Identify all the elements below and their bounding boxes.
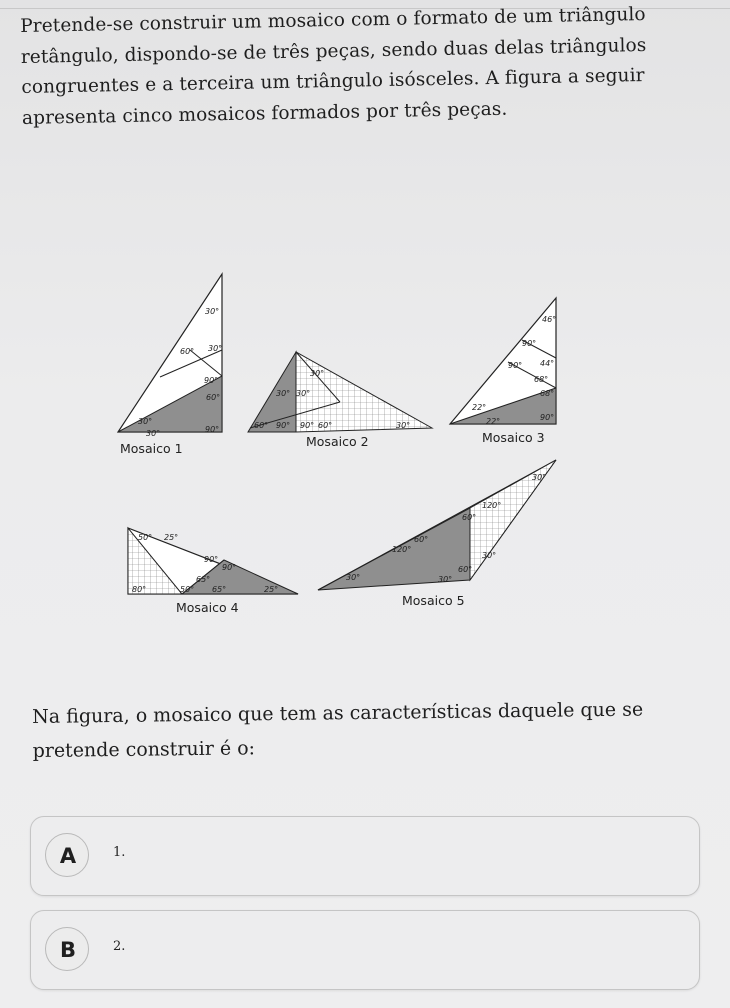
mosaic-4-angle: 50°: [138, 533, 153, 542]
mosaic-1-angle: 30°: [205, 307, 220, 316]
mosaic-3: [450, 298, 556, 445]
mosaic-2-angle: 90°: [276, 421, 291, 430]
mosaic-5-angle: 120°: [482, 501, 502, 510]
mosaic-3-angle: 22°: [472, 403, 487, 412]
mosaic-3-angle: 68°: [540, 389, 555, 398]
option-a-letter: A: [59, 844, 77, 868]
mosaic-1-angle: 90°: [205, 425, 220, 434]
question-text: Na figura, o mosaico que tem as características daquele que se pretende construir é o:: [32, 698, 644, 762]
mosaic-4-angle: 65°: [212, 585, 227, 594]
mosaic-2-angle: 60°: [318, 421, 333, 430]
option-b-text: 2.: [113, 939, 126, 954]
mosaic-3-angle: 22°: [486, 417, 501, 426]
problem-statement: Pretende-se construir um mosaico com o formato de um triângulo retângulo, dispondo-se de três peças, sendo duas delas triângulos congruentes e a terceira um triângulo isósceles. A figura a seguir apresenta cinco mosaicos formados por três peças.: [20, 3, 647, 129]
mosaic-3-angle: 68°: [534, 375, 549, 384]
mosaic-5-angle: 120°: [392, 545, 412, 554]
option-a-circle: [45, 833, 89, 877]
mosaic-1-label: Mosaico 1: [120, 441, 183, 456]
mosaic-5-angle: 60°: [414, 535, 429, 544]
option-b[interactable]: [30, 910, 700, 990]
mosaic-2-angle: 30°: [310, 369, 325, 378]
mosaic-2-angle: 30°: [396, 421, 411, 430]
mosaic-4-angle: 65°: [196, 575, 211, 584]
option-a[interactable]: [30, 816, 700, 896]
mosaic-1-angle: 90°: [204, 376, 219, 385]
mosaic-4: [128, 528, 298, 615]
mosaic-5-angle: 30°: [482, 551, 497, 560]
mosaic-2-angle: 30°: [296, 389, 311, 398]
option-b-letter: B: [59, 938, 76, 962]
mosaic-2: [248, 352, 432, 449]
mosaic-2-angle: 90°: [300, 421, 315, 430]
mosaic-4-angle: 80°: [132, 585, 147, 594]
mosaic-1: [118, 274, 222, 456]
option-a-text: 1.: [113, 845, 126, 860]
mosaic-1-angle: 30°: [138, 417, 153, 426]
mosaic-5-label: Mosaico 5: [402, 593, 465, 608]
mosaic-4-angle: 90°: [222, 563, 237, 572]
mosaic-4-angle: 50°: [180, 585, 195, 594]
mosaic-2-label: Mosaico 2: [306, 434, 369, 449]
mosaic-4-angle: 25°: [264, 585, 279, 594]
mosaic-1-angle: 30°: [208, 344, 223, 353]
mosaic-3-angle: 90°: [540, 413, 555, 422]
mosaic-1-angle: 60°: [206, 393, 221, 402]
mosaic-2-angle: 60°: [254, 421, 269, 430]
mosaic-3-angle: 44°: [540, 359, 555, 368]
mosaic-1-angle: 60°: [180, 347, 195, 356]
mosaic-3-angle: 90°: [522, 339, 537, 348]
mosaic-5: [318, 460, 556, 608]
mosaic-4-angle: 90°: [204, 555, 219, 564]
mosaic-5-angle: 60°: [458, 565, 473, 574]
option-b-circle: [45, 927, 89, 971]
mosaic-5-angle: 60°: [462, 513, 477, 522]
mosaic-4-label: Mosaico 4: [176, 600, 239, 615]
mosaic-3-label: Mosaico 3: [482, 430, 545, 445]
mosaic-5-angle: 30°: [532, 473, 547, 482]
mosaic-4-angle: 25°: [164, 533, 179, 542]
mosaic-1-angle: 30°: [146, 429, 161, 438]
mosaic-2-angle: 30°: [276, 389, 291, 398]
mosaic-3-angle: 46°: [542, 315, 557, 324]
mosaic-5-angle: 30°: [438, 575, 453, 584]
mosaic-3-angle: 90°: [508, 361, 523, 370]
mosaic-5-angle: 30°: [346, 573, 361, 582]
